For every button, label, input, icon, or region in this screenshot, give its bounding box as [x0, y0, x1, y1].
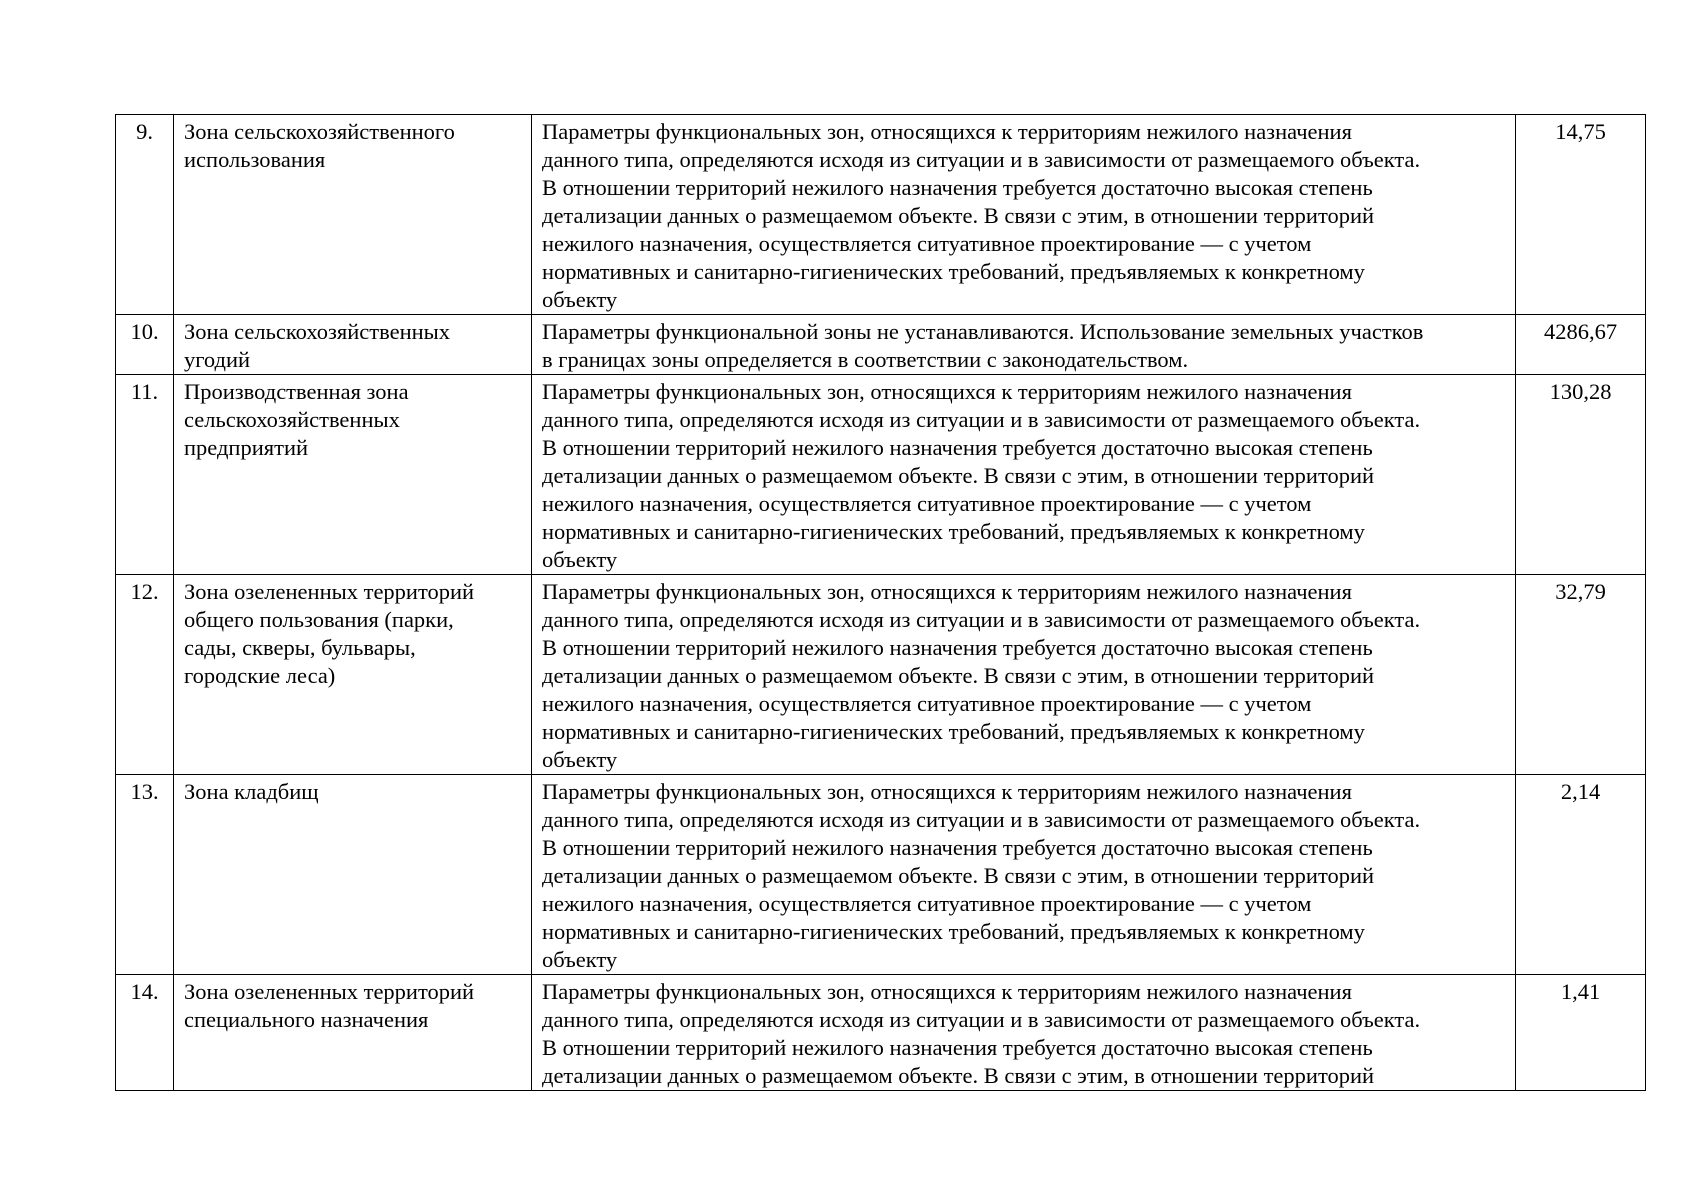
zone-name: Зона сельскохозяйственного использования — [174, 115, 532, 315]
table-row — [116, 975, 1646, 1091]
zone-parameters: Параметры функциональных зон, относящихся к территориям нежилого назначения данного типа, определяются исходя из ситуации и в зависимости от размещаемого объекта. В отношении территорий нежилого назначения требуется достаточно высокая степень детализации данных о размещаемом объекте. В связи с этим, в отношении территорий — [532, 975, 1516, 1091]
zone-area: 2,14 — [1516, 775, 1646, 975]
table-row — [116, 775, 1646, 975]
table-row — [116, 375, 1646, 575]
row-number: 12. — [116, 575, 174, 775]
zone-area: 14,75 — [1516, 115, 1646, 315]
table-row — [116, 575, 1646, 775]
zone-parameters: Параметры функциональных зон, относящихся к территориям нежилого назначения данного типа, определяются исходя из ситуации и в зависимости от размещаемого объекта. В отношении территорий нежилого назначения требуется достаточно высокая степень детализации данных о размещаемом объекте. В связи с этим, в отношении территорий нежилого назначения, осуществляется ситуативное проектирование — с учетом нормативных и санитарно-гигиенических требований, предъявляемых к конкретному объекту — [532, 115, 1516, 315]
zone-area: 4286,67 — [1516, 315, 1646, 375]
zone-name: Зона озелененных территорий специального назначения — [174, 975, 532, 1091]
row-number: 13. — [116, 775, 174, 975]
row-number: 9. — [116, 115, 174, 315]
zone-name: Производственная зона сельскохозяйственных предприятий — [174, 375, 532, 575]
table-row — [116, 115, 1646, 315]
zone-name: Зона озелененных территорий общего пользования (парки, сады, скверы, бульвары, городские леса) — [174, 575, 532, 775]
row-number: 11. — [116, 375, 174, 575]
table-row — [116, 315, 1646, 375]
zone-area: 1,41 — [1516, 975, 1646, 1091]
zone-parameters: Параметры функциональных зон, относящихся к территориям нежилого назначения данного типа, определяются исходя из ситуации и в зависимости от размещаемого объекта. В отношении территорий нежилого назначения требуется достаточно высокая степень детализации данных о размещаемом объекте. В связи с этим, в отношении территорий нежилого назначения, осуществляется ситуативное проектирование — с учетом нормативных и санитарно-гигиенических требований, предъявляемых к конкретному объекту — [532, 775, 1516, 975]
zone-name: Зона сельскохозяйственных угодий — [174, 315, 532, 375]
zone-area: 32,79 — [1516, 575, 1646, 775]
zone-parameters: Параметры функциональной зоны не устанавливаются. Использование земельных участков в границах зоны определяется в соответствии с законодательством. — [532, 315, 1516, 375]
zone-parameters: Параметры функциональных зон, относящихся к территориям нежилого назначения данного типа, определяются исходя из ситуации и в зависимости от размещаемого объекта. В отношении территорий нежилого назначения требуется достаточно высокая степень детализации данных о размещаемом объекте. В связи с этим, в отношении территорий нежилого назначения, осуществляется ситуативное проектирование — с учетом нормативных и санитарно-гигиенических требований, предъявляемых к конкретному объекту — [532, 375, 1516, 575]
functional-zones-table — [115, 114, 1646, 1091]
zone-area: 130,28 — [1516, 375, 1646, 575]
row-number: 10. — [116, 315, 174, 375]
row-number: 14. — [116, 975, 174, 1091]
zone-name: Зона кладбищ — [174, 775, 532, 975]
zone-parameters: Параметры функциональных зон, относящихся к территориям нежилого назначения данного типа, определяются исходя из ситуации и в зависимости от размещаемого объекта. В отношении территорий нежилого назначения требуется достаточно высокая степень детализации данных о размещаемом объекте. В связи с этим, в отношении территорий нежилого назначения, осуществляется ситуативное проектирование — с учетом нормативных и санитарно-гигиенических требований, предъявляемых к конкретному объекту — [532, 575, 1516, 775]
